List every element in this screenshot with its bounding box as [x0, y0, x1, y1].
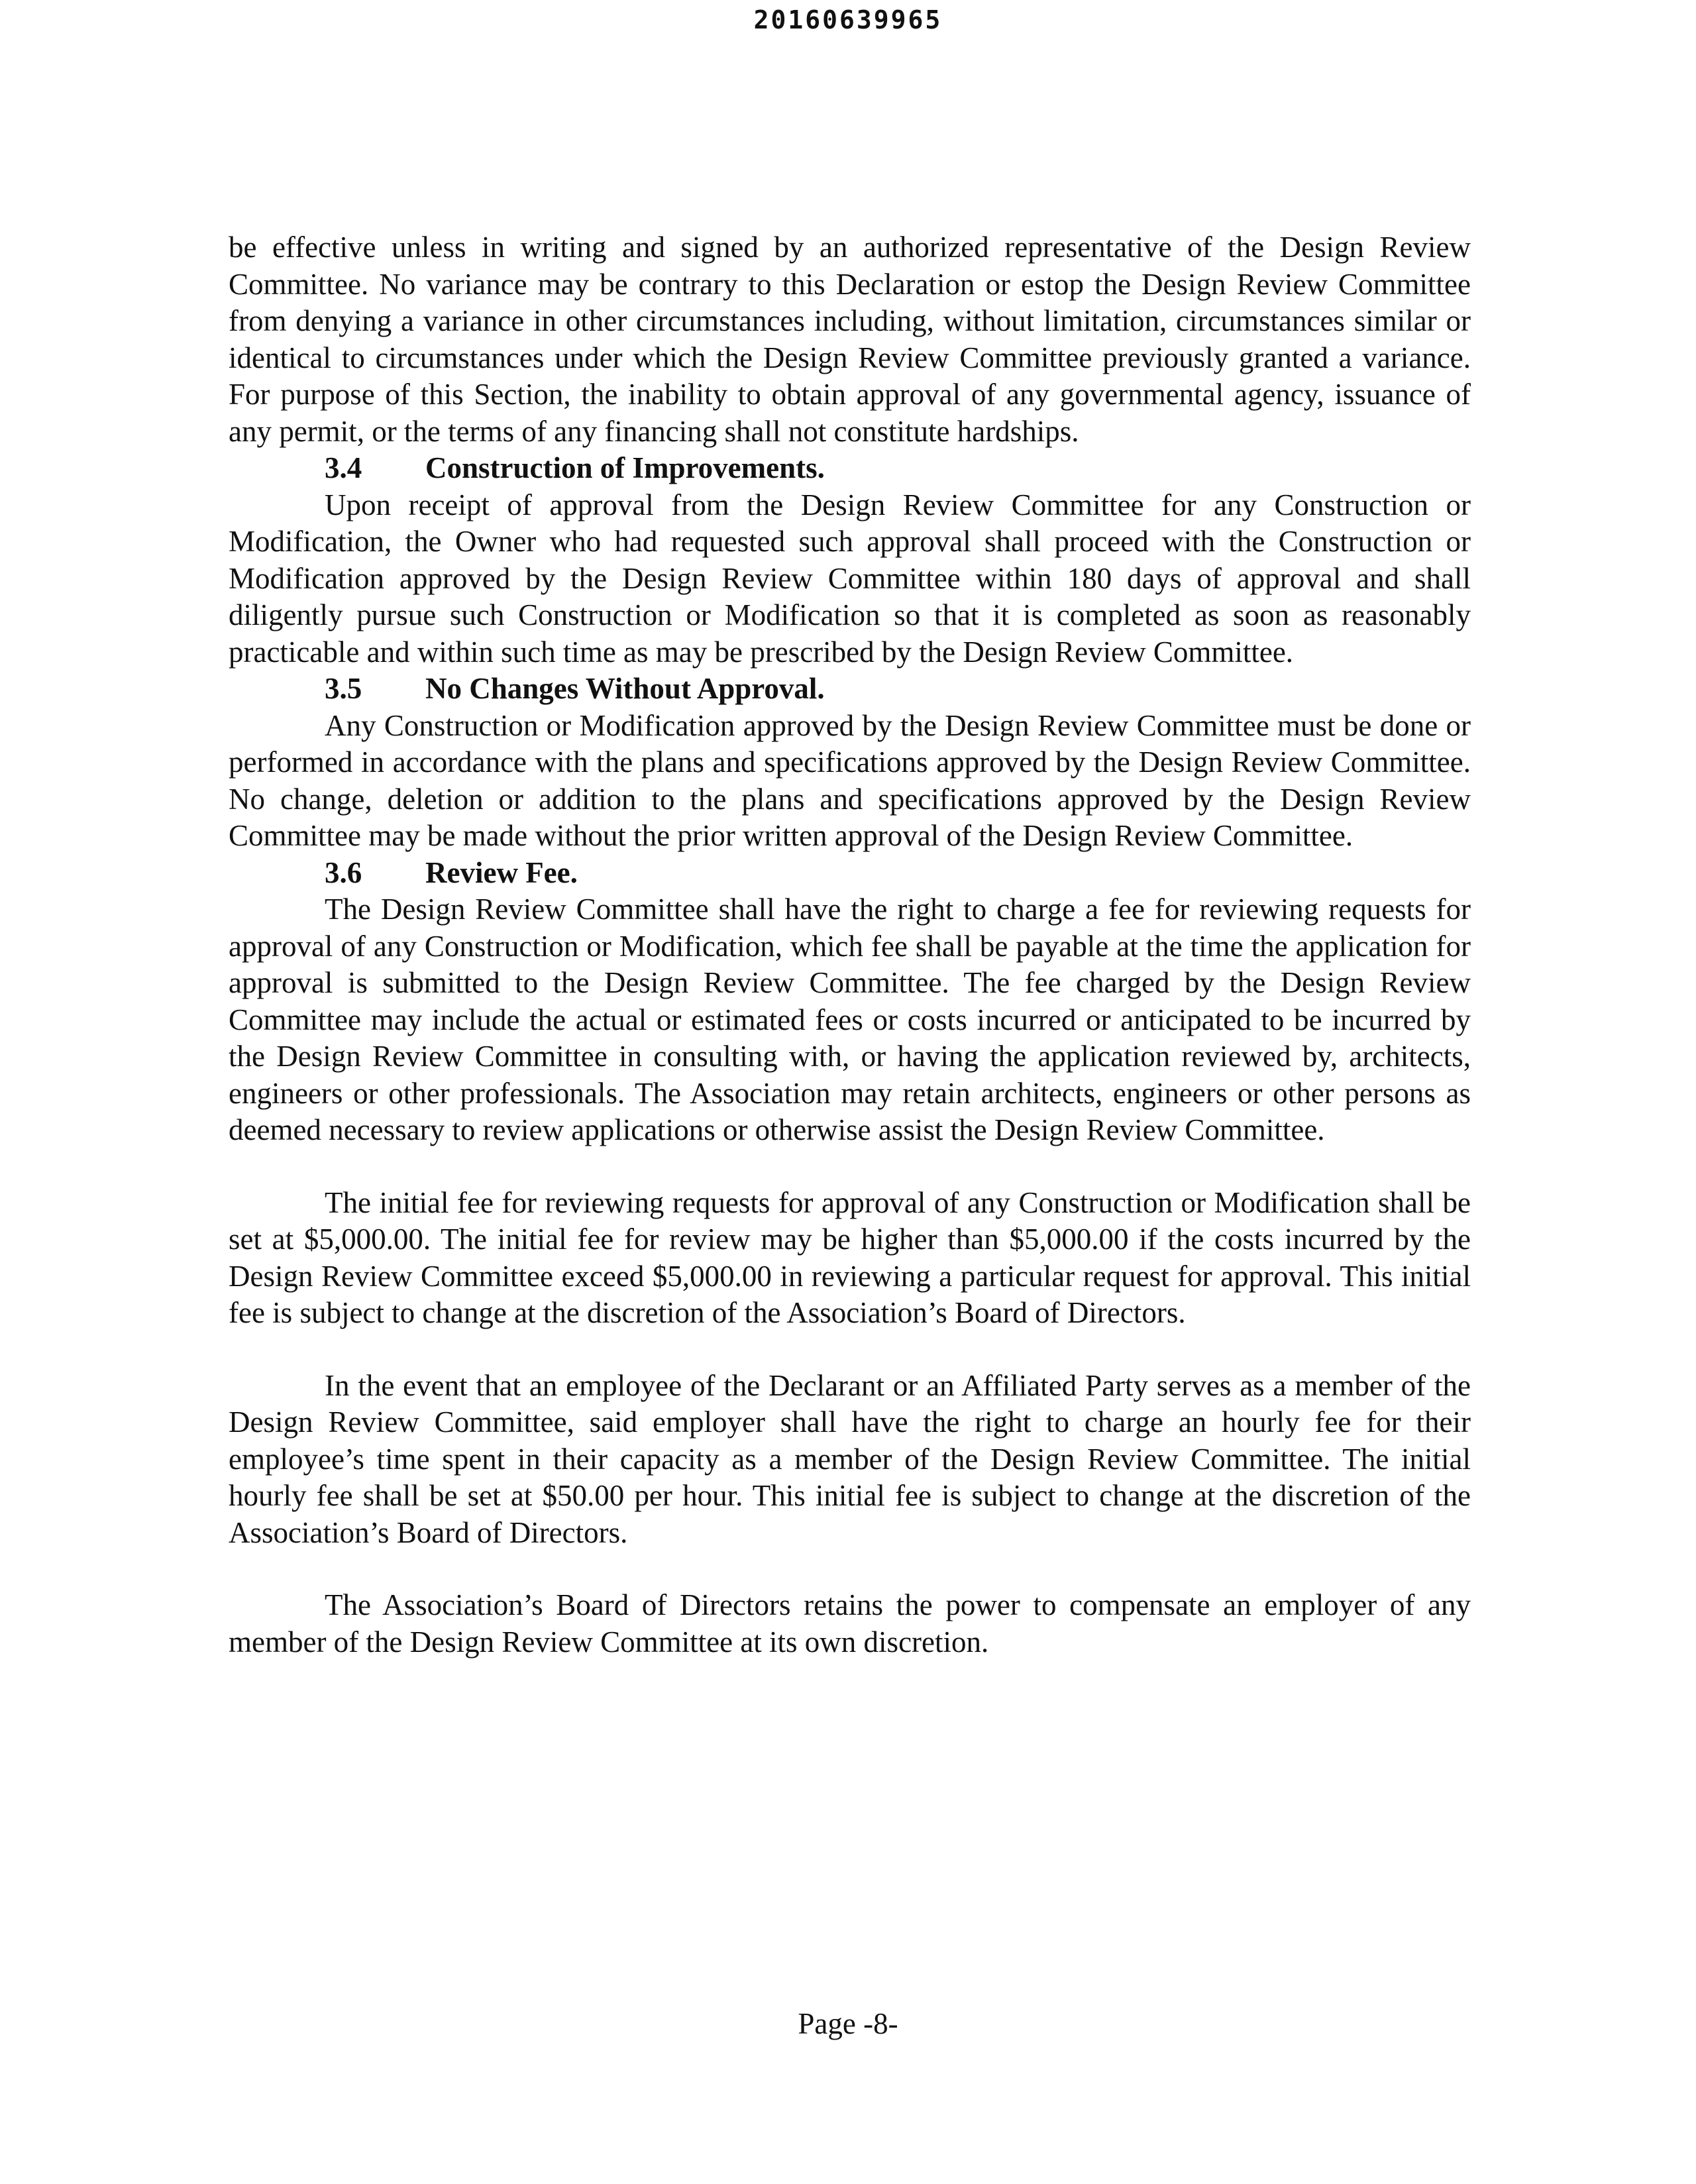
section-title: Construction of Improvements.	[425, 451, 825, 484]
section-number: 3.5	[325, 672, 362, 705]
section-title: Review Fee.	[425, 855, 578, 889]
section-paragraph: Upon receipt of approval from the Design Review Committee for any Construction or Modification, the Owner who had requested such approval shall proceed with the Construction or Modification approved by the Design Review Committee within 180 days of approval and shall diligently pursue such Construction or Modification so that it is completed as soon as reasonably practicable and within such time as may be prescribed by the Design Review Committee.	[229, 488, 1471, 669]
section-paragraph: Any Construction or Modification approved by the Design Review Committee must be done or performed in accordance with the plans and specifications approved by the Design Review Committee. No change, deletion or addition to the plans and specifications approved by the Design Review Committee may be made without the prior written approval of the Design Review Committee.	[229, 708, 1471, 852]
section-heading-3-5	[229, 671, 1471, 708]
section-number: 3.6	[325, 855, 362, 889]
intro-paragraph: be effective unless in writing and signed by an authorized representative of the Design Review Committee. No variance may be contrary to this Declaration or estop the Design Review Committee from denying a variance in other circumstances including, without limitation, circumstances similar or identical to circumstances under which the Design Review Committee previously granted a variance. For purpose of this Section, the inability to obtain approval of any governmental agency, issuance of any permit, or the terms of any financing shall not constitute hardships.	[229, 231, 1471, 448]
section-paragraph: In the event that an employee of the Declarant or an Affiliated Party serves as a member of the Design Review Committee, said employer shall have the right to charge an hourly fee for their employee’s time spent in their capacity as a member of the Design Review Committee. The initial hourly fee shall be set at $50.00 per hour. This initial fee is subject to change at the discretion of the Association’s Board of Directors.	[229, 1368, 1471, 1549]
section-heading-3-4	[229, 450, 1471, 487]
section-heading-3-6	[229, 855, 1471, 892]
section-paragraph: The Design Review Committee shall have the right to charge a fee for reviewing requests for approval of any Construction or Modification, which fee shall be payable at the time the application for approval is submitted to the Design Review Committee. The fee charged by the Design Review Committee may include the actual or estimated fees or costs incurred or anticipated to be incurred by the Design Review Committee in consulting with, or having the application reviewed by, architects, engineers or other professionals. The Association may retain architects, engineers or other persons as deemed necessary to review applications or otherwise assist the Design Review Committee.	[229, 893, 1471, 1146]
document-number: 20160639965	[753, 5, 943, 34]
section-paragraph: The Association’s Board of Directors retains the power to compensate an employer of any member of the Design Review Committee at its own discretion.	[229, 1588, 1471, 1659]
document-body	[229, 229, 1471, 1661]
section-number: 3.4	[325, 451, 362, 484]
section-paragraph: The initial fee for reviewing requests for approval of any Construction or Modification shall be set at $5,000.00. The initial fee for review may be higher than $5,000.00 if the costs incurred by the Design Review Committee exceed $5,000.00 in reviewing a particular request for approval. This initial fee is subject to change at the discretion of the Association’s Board of Directors.	[229, 1185, 1471, 1329]
page-number: Page -8-	[798, 2007, 898, 2040]
section-title: No Changes Without Approval.	[425, 672, 825, 705]
